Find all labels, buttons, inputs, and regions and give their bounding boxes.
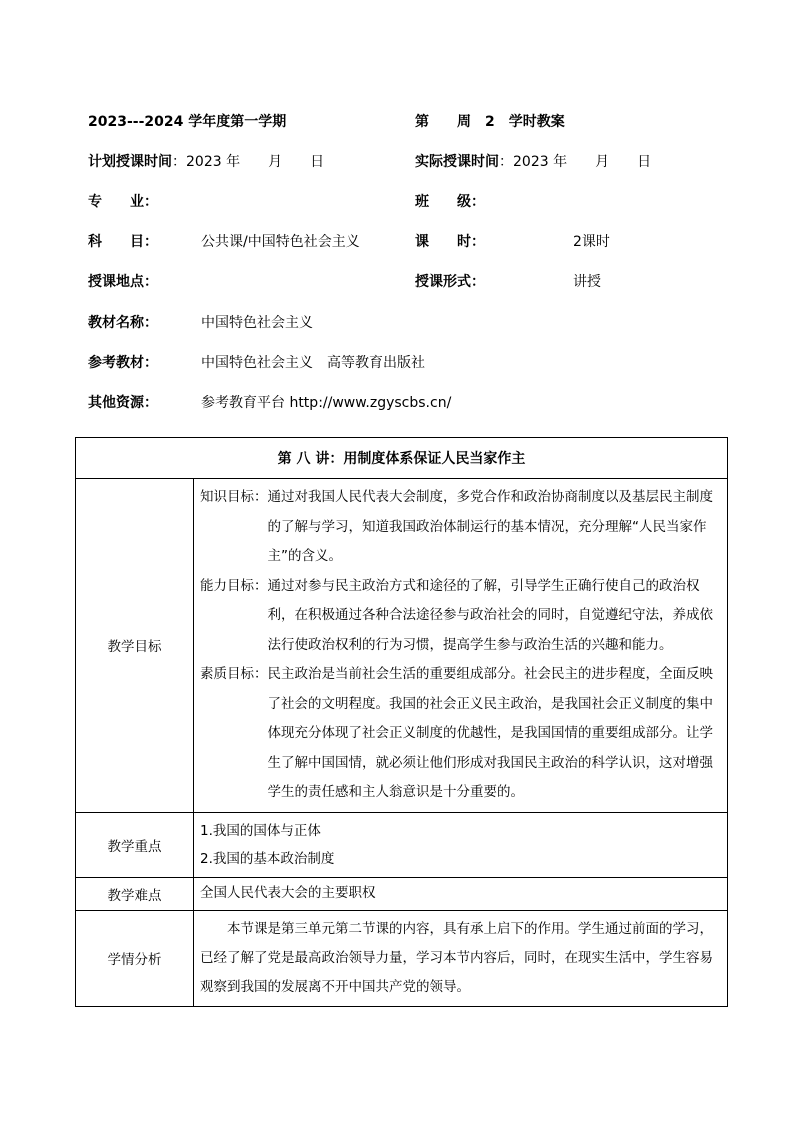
objective-key: 素质目标：	[200, 666, 268, 682]
objectives-content	[194, 479, 728, 813]
semester-text: 2023---2024 学年度第一学期	[88, 114, 287, 130]
analysis-row	[76, 910, 728, 1006]
table-title-row	[76, 438, 728, 479]
key-point-item: 1.我国的国体与正体	[200, 822, 321, 839]
major-label: 专 业：	[88, 194, 158, 210]
planned-time	[88, 150, 324, 174]
planned-time-value: ：2023 年 月 日	[172, 154, 325, 170]
header-row-5	[88, 270, 728, 294]
header-row-2	[88, 150, 728, 174]
actual-time	[415, 150, 651, 174]
header-row-4	[88, 230, 728, 254]
difficulty-content: 全国人民代表大会的主要职权	[194, 877, 728, 910]
actual-time-value: ：2023 年 月 日	[499, 154, 652, 170]
location-label: 授课地点：	[88, 274, 158, 290]
textbook-value: 中国特色社会主义	[201, 315, 313, 331]
hours-value: 2课时	[573, 234, 610, 250]
key-points-content	[194, 812, 728, 877]
header-row-6	[88, 311, 728, 335]
lecture-title: 第 八 讲：用制度体系保证人民当家作主	[76, 438, 728, 479]
resources-value: 参考教育平台 http://www.zgyscbs.cn/	[201, 395, 452, 411]
difficulty-row	[76, 877, 728, 910]
subject-value: 公共课/中国特色社会主义	[201, 234, 360, 250]
objective-key: 能力目标：	[200, 577, 268, 594]
key-points-label: 教学重点	[76, 812, 194, 877]
analysis-label: 学情分析	[76, 910, 194, 1006]
lesson-table	[75, 437, 728, 1007]
reference-value: 中国特色社会主义 高等教育出版社	[201, 355, 425, 371]
planned-time-label: 计划授课时间	[88, 154, 172, 170]
textbook-label: 教材名称：	[88, 315, 158, 331]
objective-text: 通过对我国人民代表大会制度，多党合作和政治协商制度以及基层民主制度的了解与学习，知道我国政治体制运行的基本情况，充分理解“人民当家作主”的含义。	[267, 489, 713, 564]
header-row-1	[88, 110, 728, 134]
actual-time-label: 实际授课时间	[415, 154, 499, 170]
objectives-row	[76, 479, 728, 813]
analysis-text: 本节课是第三单元第二节课的内容，具有承上启下的作用。学生通过前面的学习，已经了解了党是最高政治领导力量，学习本节内容后，同时，在现实生活中，学生容易观察到我国的发展离不开中国共产党的领导。	[200, 920, 713, 995]
objective-key: 知识目标：	[200, 489, 268, 505]
objectives-label: 教学目标	[76, 479, 194, 813]
header-row-7	[88, 351, 728, 375]
objective-knowledge	[200, 483, 721, 572]
objective-text: 通过对参与民主政治方式和途径的了解，引导学生正确行使自己的政治权利，在积极通过各种合法途径参与政治社会的同时，自觉遵纪守法，养成依法行使政治权利的行为习惯，提高学生参与政治生活的兴趣和能力。	[267, 577, 713, 653]
resources-label: 其他资源：	[88, 395, 158, 411]
objective-text: 民主政治是当前社会生活的重要组成部分。社会民主的进步程度，全面反映了社会的文明程度。我国的社会正义民主政治，是我国社会正义制度的集中体现充分体现了社会正义制度的优越性，是我国国情的重要组成部分。让学生了解中国国情，就必须让他们形成对我国民主政治的科学认识，这对增强学生的责任感和主人翁意识是十分重要的。	[267, 666, 713, 800]
difficulty-label: 教学难点	[76, 877, 194, 910]
key-point-item: 2.我国的基本政治制度	[200, 850, 335, 867]
subject-label: 科 目：	[88, 234, 158, 250]
form-label: 授课形式：	[415, 274, 485, 290]
header-row-8	[88, 391, 728, 415]
hours-label: 课 时：	[415, 234, 485, 250]
analysis-content	[194, 910, 728, 1006]
header-row-3	[88, 190, 728, 214]
objective-ability	[200, 572, 721, 661]
form-value: 讲授	[573, 274, 601, 290]
class-label: 班 级：	[415, 194, 485, 210]
reference-label: 参考教材：	[88, 355, 158, 371]
key-points-row	[76, 812, 728, 877]
week-text: 第 周 2 学时教案	[415, 114, 565, 130]
objective-quality	[200, 660, 721, 808]
